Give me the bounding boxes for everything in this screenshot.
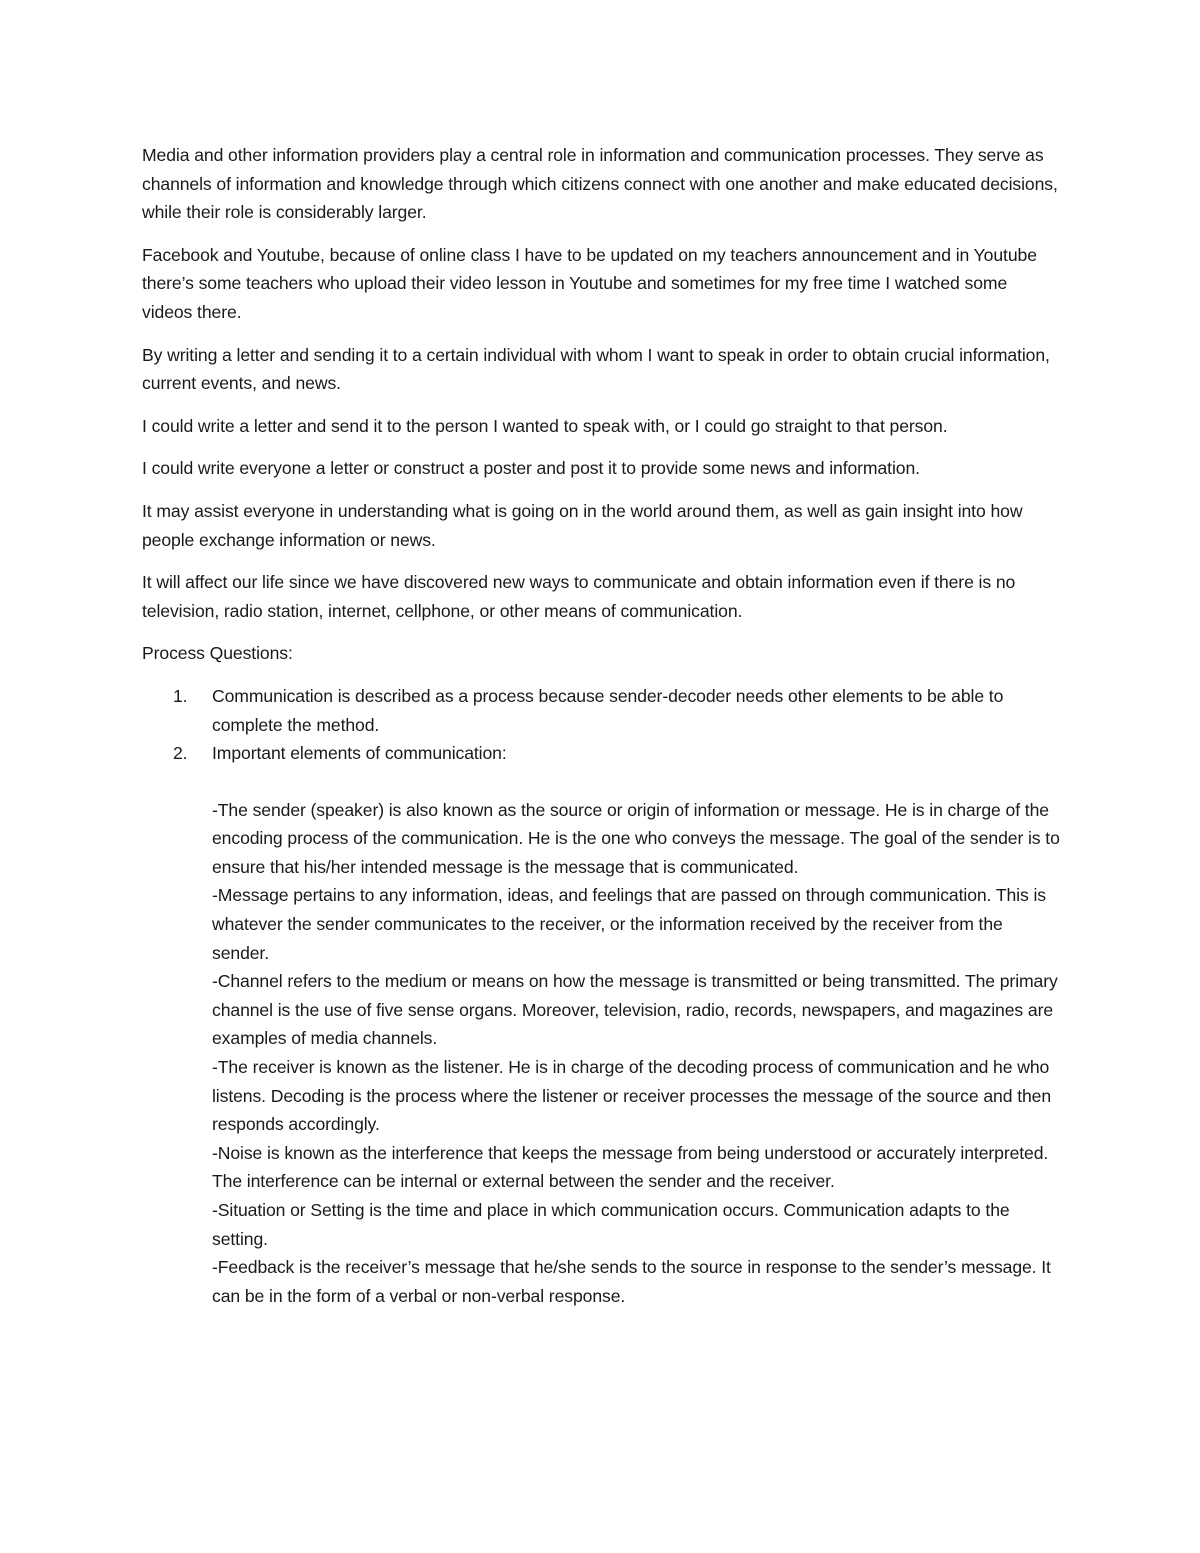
list-item-text: Communication is described as a process because sender-decoder needs other elements to be able to complete the method. <box>212 685 1004 735</box>
list-item <box>142 739 1062 1310</box>
process-questions-heading: Process Questions: <box>142 643 293 664</box>
element-receiver: -The receiver is known as the listener. He is in charge of the decoding process of communication and he who listens. Decoding is the process where the listener or receiver processes the message of the source and then responds accordingly. <box>212 1057 1052 1135</box>
element-situation: -Situation or Setting is the time and place in which communication occurs. Communication adapts to the setting. <box>212 1200 1010 1249</box>
element-noise: -Noise is known as the interference that keeps the message from being understood or accurately interpreted. The interference can be internal or external between the sender and the receiver. <box>212 1142 1049 1192</box>
paragraph-send-letter: I could write a letter and send it to the person I wanted to speak with, or I could go straight to that person. <box>142 415 948 436</box>
element-feedback: -Feedback is the receiver’s message that he/she sends to the source in response to the sender’s message. It can be in the form of a verbal or non-verbal response. <box>212 1257 1051 1306</box>
element-channel: -Channel refers to the medium or means on how the message is transmitted or being transmitted. The primary channel is the use of five sense organs. Moreover, television, radio, records, newspapers, and magazines are examples of media channels. <box>212 971 1058 1049</box>
document-body <box>142 141 1062 1310</box>
element-message: -Message pertains to any information, ideas, and feelings that are passed on through communication. This is whatever the sender communicates to the receiver, or the information received by the receiver from the sender. <box>212 885 1046 963</box>
list-item <box>142 682 1062 739</box>
paragraph-facebook-youtube: Facebook and Youtube, because of online class I have to be updated on my teachers announcement and in Youtube there’s some teachers who upload their video lesson in Youtube and sometimes for my free time I watched some videos there. <box>142 244 1037 322</box>
paragraph-affect-life: It will affect our life since we have discovered new ways to communicate and obtain information even if there is no television, radio station, internet, cellphone, or other means of communication. <box>142 572 1016 621</box>
process-questions-list <box>142 682 1062 1310</box>
paragraph-poster: I could write everyone a letter or construct a poster and post it to provide some news and information. <box>142 458 920 479</box>
list-item-text: Important elements of communication: <box>212 743 507 764</box>
paragraph-media-role: Media and other information providers play a central role in information and communication processes. They serve as channels of information and knowledge through which citizens connect with one another and make educated decisions, while their role is considerably larger. <box>142 145 1058 223</box>
paragraph-writing-letter: By writing a letter and sending it to a certain individual with whom I want to speak in order to obtain crucial information, current events, and news. <box>142 344 1050 394</box>
communication-elements <box>212 796 1062 1311</box>
element-sender: -The sender (speaker) is also known as the source or origin of information or message. He is in charge of the encoding process of the communication. He is the one who conveys the message. The goal of the sender is to ensure that his/her intended message is the message that is communicated. <box>212 799 1060 877</box>
list-item-number: 1. <box>173 685 188 706</box>
paragraph-understanding: It may assist everyone in understanding what is going on in the world around them, as well as gain insight into how people exchange information or news. <box>142 500 1023 550</box>
list-item-number: 2. <box>173 743 188 764</box>
